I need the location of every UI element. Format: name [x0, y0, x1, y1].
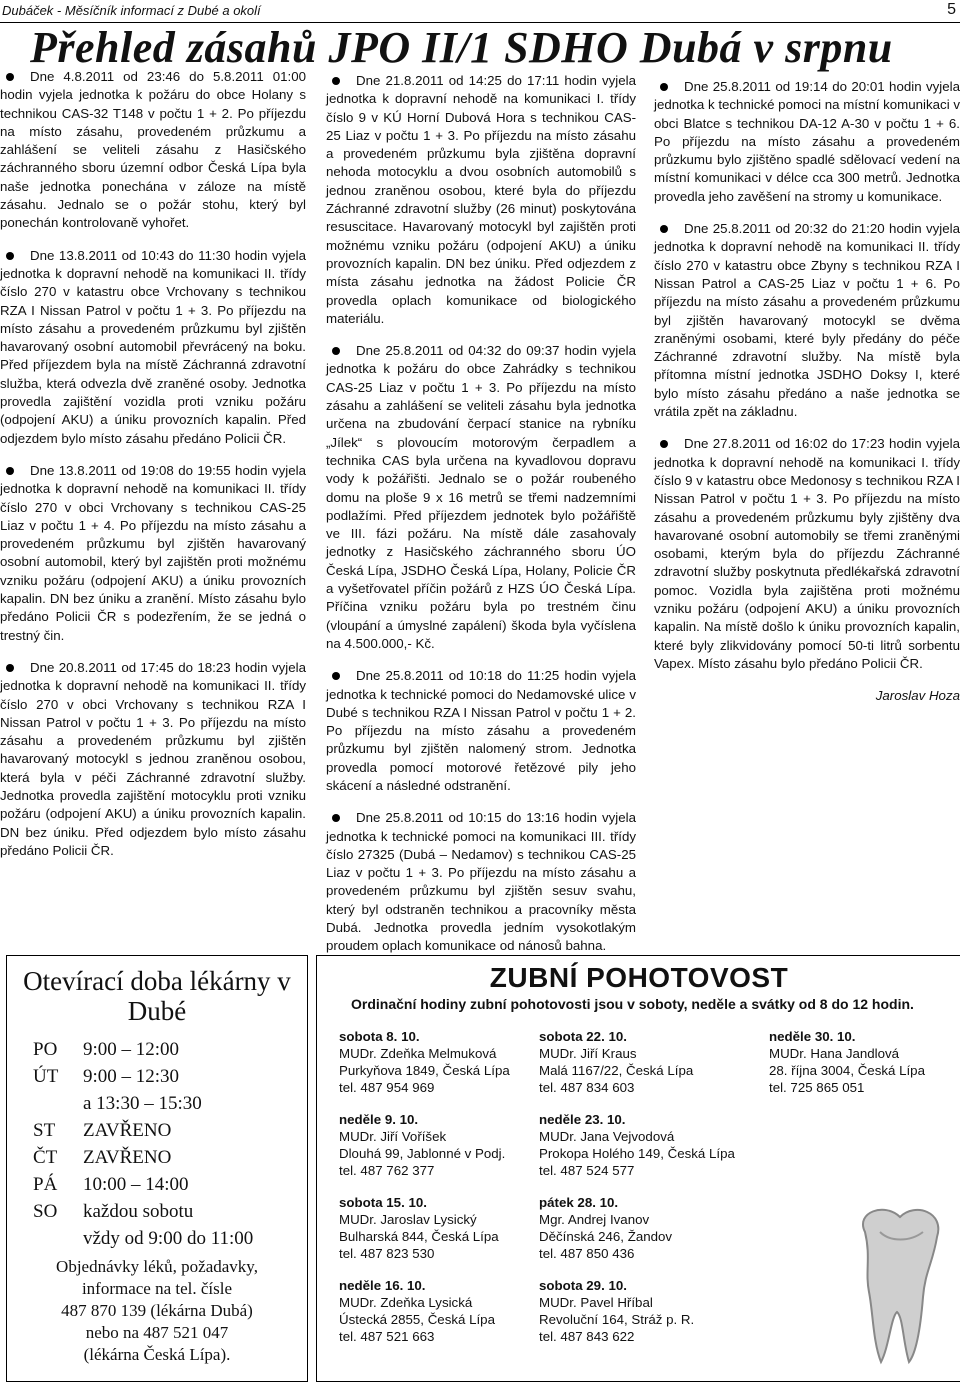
hours-time: vždy od 9:00 do 11:00 [83, 1228, 254, 1249]
hours-row [33, 1198, 307, 1225]
hours-day: PÁ [33, 1174, 58, 1195]
dental-date: sobota 29. 10. [539, 1278, 627, 1293]
pharmacy-note-line: informace na tel. čísle [81, 1279, 233, 1298]
dental-line: MUDr. Zdeňka Lysická [339, 1295, 473, 1310]
dental-line: tel. 487 823 530 [339, 1246, 435, 1261]
dental-entry [539, 1028, 735, 1096]
dental-entry [769, 1028, 925, 1096]
bullet-icon [660, 83, 668, 91]
pharmacy-note-line: nebo na 487 521 047 [85, 1323, 229, 1342]
dental-entry [339, 1028, 510, 1096]
hours-time: ZAVŘENO [83, 1120, 172, 1141]
hours-time: 9:00 – 12:00 [83, 1039, 180, 1060]
dental-date: sobota 8. 10. [339, 1029, 420, 1044]
dental-line: Malá 1167/22, Česká Lípa [539, 1063, 694, 1078]
hours-row [33, 1063, 307, 1090]
dental-line: Bulharská 844, Česká Lípa [339, 1229, 499, 1244]
dental-line: tel. 487 843 622 [539, 1329, 635, 1344]
pharmacy-note-line: Objednávky léků, požadavky, [56, 1257, 258, 1276]
bullet-icon [660, 440, 668, 448]
dental-line: tel. 487 834 603 [539, 1080, 635, 1095]
incident-text: Dne 25.8.2011 od 19:14 do 20:01 hodin vyjela jednotka k technické pomoci na místní komunikaci v obci Blatce s technikou DA-12 A-30 v počtu 1 + 6. Po příjezdu na místo zásahu a provedeném průzkumu bylo zjištěno spadlé sdělovací vedení na místní komunikaci v délce cca 300 metrů. Jednotka provedla jeho zavěšení na stromy u komunikace. [654, 79, 960, 204]
hours-row [33, 1036, 307, 1063]
dental-line: 28. října 3004, Česká Lípa [769, 1063, 925, 1078]
hours-time: a 13:30 – 15:30 [83, 1093, 202, 1114]
incident-entry [326, 667, 636, 795]
dental-line: Ústecká 2855, Česká Lípa [339, 1312, 495, 1327]
dental-entry [339, 1194, 510, 1262]
dental-line: Prokopa Holého 149, Česká Lípa [539, 1146, 735, 1161]
dental-line: tel. 725 865 051 [769, 1080, 865, 1095]
hours-day: ST [33, 1120, 56, 1141]
incident-text: Dne 25.8.2011 od 04:32 do 09:37 hodin vyjela jednotka k požáru do obce Zahrádky s technikou CAS-25 Liaz v počtu 1 + 3. Po příjezdu na místo zásahu a zahlášení se veliteli zásahu byla jednotka určena na zbudování čerpací stanice na rybníku „Jílek“ s plovoucím motorovým čerpadlem a technika CAS byla určena na kyvadlovou dopravu vody k požářišti. Jednalo se o požár roubeného domu na ploše 9 x 16 metrů se třemi nadzemními podlažími. Před příjezdem jednotek bylo požářiště ve III. fázi požáru. Na místě dále zasahovaly jednotky z Hasičského záchranného sboru ÚO Česká Lípa, JSDHO Česká Lípa, Holany, Policie ČR a vyšetřovatel příčin požárů z HZS ÚO Česká Lípa. Příčina vzniku požáru byla po trestném činu (vloupání a úmyslné zapálení) škoda byla vyčíslena na 4.500.000,- Kč. [326, 343, 636, 651]
bullet-icon [6, 252, 14, 260]
dental-line: MUDr. Jana Vejvodová [539, 1129, 675, 1144]
bullet-icon [332, 77, 340, 85]
hours-day: ÚT [33, 1066, 59, 1087]
hours-day [33, 1090, 83, 1117]
dental-date: neděle 16. 10. [339, 1278, 426, 1293]
bullet-icon [6, 467, 14, 475]
hours-row [33, 1117, 307, 1144]
pharmacy-note-line: 487 870 139 (lékárna Dubá) [61, 1301, 253, 1320]
page-number: 5 [947, 1, 956, 18]
bullet-icon [332, 347, 340, 355]
dental-line: MUDr. Jiří Voříšek [339, 1129, 447, 1144]
hours-day [33, 1225, 83, 1252]
hours-time: ZAVŘENO [83, 1147, 172, 1168]
pharmacy-title: Otevírací doba lékárny v Dubé [23, 966, 291, 1026]
tooth-icon [845, 1202, 955, 1372]
hours-day: SO [33, 1201, 58, 1222]
dental-entry [539, 1277, 735, 1345]
newsletter-name: Dubáček - Měsíčník informací z Dubé a okolí [2, 3, 261, 18]
dental-line: Děčínská 246, Žandov [539, 1229, 673, 1244]
dental-date: neděle 23. 10. [539, 1112, 626, 1127]
incident-text: Dne 25.8.2011 od 10:15 do 13:16 hodin vyjela jednotka k technické pomoci na komunikaci III. třídy číslo 27325 (Dubá – Nedamov) s technikou CAS-25 Liaz v počtu 1 + 3. Po příjezdu na místo zásahu a provedeném průzkumu byl zjištěn sesuv svahu, který byl odstraněn technikou a pracovníky města Dubá. Jednotka provedla jedním vysokotlakým proudem oplach komunikace od nánosů bahna. [326, 810, 636, 954]
dental-line: tel. 487 954 969 [339, 1080, 435, 1095]
dental-entry [539, 1194, 735, 1262]
dental-date: sobota 22. 10. [539, 1029, 627, 1044]
dental-column-1 [339, 1028, 510, 1360]
incident-text: Dne 20.8.2011 od 17:45 do 18:23 hodin vyjela jednotka k dopravní nehodě na komunikaci II. třídy číslo 270 v obci Vrchovany s technikou RZA I Nissan Patrol v počtu 1 + 3. Po příjezdu na místo zásahu a provedeném průzkumu byl zjištěn havarovaný motocykl s jednou zraněnou osobou, která byla v péči Záchranné zdravotní služby. Jednotka provedla zajištění motocyklu proti vzniku požáru (odpojení AKU) a úniku provozních kapalin. DN bez úniku. Před odjezdem bylo místo zásahu předáno Policii ČR. [0, 659, 306, 858]
dental-column-3 [769, 1028, 925, 1111]
dental-line: MUDr. Pavel Hříbal [539, 1295, 653, 1310]
dental-subtitle: Ordinační hodiny zubní pohotovosti jsou v soboty, neděle a svátky od 8 do 12 hodin. [351, 996, 914, 1012]
hours-row [33, 1225, 307, 1252]
dental-date: neděle 9. 10. [339, 1112, 419, 1127]
incident-entry [654, 435, 960, 673]
dental-line: tel. 487 524 577 [539, 1163, 635, 1178]
incident-text: Dne 25.8.2011 od 20:32 do 21:20 hodin vyjela jednotka k dopravní nehodě na komunikaci II. třídy číslo 270 v katastru obce Zbyny s technikou RZA I Nissan Patrol a CAS-25 Liaz v počtu 1 + 6. Po příjezdu na místo zásahu a provedeném průzkumu byl zjištěn havarovaný motocykl se dvěma zraněnými osobami, které byly předány do péče Záchranné zdravotní služby. Na místě byla přítomna místní jednotka JSDHO Doksy I, které bylo místo zásahu předáno a naše jednotka se vrátila zpět na základnu. [654, 221, 960, 420]
bullet-icon [332, 814, 340, 822]
bullet-icon [6, 664, 14, 672]
hours-time: 9:00 – 12:30 [83, 1066, 180, 1087]
dental-line: MUDr. Zdeňka Melmuková [339, 1046, 497, 1061]
pharmacy-hours-box [6, 955, 308, 1382]
dental-line: MUDr. Hana Jandlová [769, 1046, 900, 1061]
pharmacy-note-line: (lékárna Česká Lípa). [83, 1345, 231, 1364]
dental-emergency-box [316, 955, 960, 1382]
incident-entry [0, 462, 306, 645]
page-header [0, 0, 960, 23]
hours-day: PO [33, 1039, 58, 1060]
incident-text: Dne 27.8.2011 od 16:02 do 17:23 hodin vyjela jednotka k dopravní nehodě na komunikaci I. třídy číslo 9 v katastru obce Medonosy s technikou RZA I Nissan Patrol v počtu 1 + 3. Po příjezdu na místo zásahu a provedeném průzkumu byly zjištěny dva havarované osobní automobily se třemi zraněnými osobami, kterým byla do příjezdu Záchranné zdravotní služby poskytnuta předlékařská zdravotní pomoc. Vozidla byla zajištěna proti možnému vzniku požáru (odpojení AKU) a úniku provozních kapalin. Na místě došlo k úniku provozních kapalin, které byly zlikvidovány pomocí 50-ti litrů sorbentu Vapex. Místo zásahu bylo předáno Policii ČR. [654, 436, 960, 671]
incident-entry [654, 78, 960, 206]
hours-row [33, 1144, 307, 1171]
dental-title: ZUBNÍ POHOTOVOST [489, 962, 789, 993]
incident-entry [0, 659, 306, 860]
hours-time: každou sobotu [83, 1201, 194, 1222]
dental-column-2 [539, 1028, 735, 1360]
incident-text: Dne 21.8.2011 od 14:25 do 17:11 hodin vyjela jednotka k dopravní nehodě na komunikaci I. třídy číslo 9 v KÚ Horní Dubová Hora s technikou CAS-25 Liaz v počtu 1 + 3. Po příjezdu na místo zásahu a provedeném průzkumu byla zjištěna dopravní nehoda motocyklu a dvou osobních automobilů s jednou zraněnou osobou, které byla do příjezdu Záchranné zdravotní služby (26 minut) poskytována resuscitace. Havarovaný motocykl byl zajištěn proti možnému vzniku požáru (odpojení AKU) a úniku provozních kapalin. DN bez úniku. Před odjezdem z místa zásahu jednotka na žádost Policie ČR provedla oplach komunikace od biologického materiálu. [326, 73, 636, 326]
author-signature: Jaroslav Hoza [875, 688, 960, 704]
bullet-icon [332, 672, 340, 680]
dental-date: pátek 28. 10. [539, 1195, 619, 1210]
bullet-icon [660, 225, 668, 233]
incident-text: Dne 13.8.2011 od 19:08 do 19:55 hodin vyjela jednotka k dopravní nehodě na komunikaci II. třídy číslo 270 v obci Vrchovany s technikou CAS-25 Liaz v počtu 1 + 4. Po příjezdu na místo zásahu a provedeném průzkumu byl zjištěn havarovaný osobní automobil, který byl zajištěn proti možnému vzniku požáru (odpojení AKU) a úniku provozních kapalin. DN bez úniku a zranění. Místo zásahu bylo předáno Policii ČR s podezřením, že se jedná o trestný čin. [0, 462, 306, 643]
dental-line: tel. 487 850 436 [539, 1246, 635, 1261]
dental-date: neděle 30. 10. [769, 1029, 856, 1044]
incident-text: Dne 4.8.2011 od 23:46 do 5.8.2011 01:00 hodin vyjela jednotka k požáru do obce Holany s technikou CAS-32 T148 v počtu 1 + 2. Po příjezdu na místo zásahu, provedeném průzkumu a zahlášení se veliteli zásahu z Hasičského záchranného sboru územní odbor Česká Lípa byla naše jednotka ponechána v záloze na místě zásahu. Jednalo se o požár stohu, který byl ponechán kontrolovaně vyhořet. [0, 69, 306, 231]
incident-entry [326, 72, 636, 328]
dental-line: tel. 487 762 377 [339, 1163, 435, 1178]
hours-row [33, 1171, 307, 1198]
dental-entry [339, 1277, 510, 1345]
dental-entry [339, 1111, 510, 1179]
dental-line: Purkyňova 1849, Česká Lípa [339, 1063, 510, 1078]
dental-date: sobota 15. 10. [339, 1195, 427, 1210]
dental-line: MUDr. Jiří Kraus [539, 1046, 637, 1061]
hours-time: 10:00 – 14:00 [83, 1174, 189, 1195]
dental-entry [539, 1111, 735, 1179]
dental-line: Dlouhá 99, Jablonné v Podj. [339, 1146, 506, 1161]
pharmacy-note [7, 1256, 307, 1366]
incident-entry [326, 342, 636, 653]
incident-text: Dne 13.8.2011 od 10:43 do 11:30 hodin vyjela jednotka k dopravní nehodě na komunikaci II. třídy číslo 270 v katastru obce Vrchovany s technikou RZA I Nissan Patrol v počtu 1 + 3. Po příjezdu na místo zásahu a provedeném průzkumu byl zjištěn havarovaný osobní automobil převrácený na boku. Před příjezdem byla na místě Záchranná zdravotní služba, která odvezla dvě zraněné osoby. Jednotka provedla zajištění vozidla proti vzniku požáru (odpojení AKU) a úniku provozních kapalin. Před odjezdem bylo místo zásahu předáno Policii ČR. [0, 247, 306, 446]
incident-entry [654, 220, 960, 421]
dental-line: MUDr. Jaroslav Lysický [339, 1212, 477, 1227]
incident-entry [0, 68, 306, 233]
pharmacy-hours [33, 1036, 307, 1252]
article-title: Přehled zásahů JPO II/1 SDHO Dubá v srpnu [30, 23, 893, 72]
dental-line: tel. 487 521 663 [339, 1329, 435, 1344]
hours-day: ČT [33, 1147, 58, 1168]
incident-entry [0, 247, 306, 448]
dental-line: Mgr. Andrej Ivanov [539, 1212, 650, 1227]
dental-line: Revoluční 164, Stráž p. R. [539, 1312, 695, 1327]
bullet-icon [6, 73, 14, 81]
hours-row [33, 1090, 307, 1117]
incident-text: Dne 25.8.2011 od 10:18 do 11:25 hodin vyjela jednotka k technické pomoci do Nedamovské ulice v Dubé s technikou RZA I Nissan Patrol v počtu 1 + 2. Po příjezdu na místo zásahu a provedeném průzkumu byl zjištěn nalomený strom. Jednotka provedla pomocí motorové řetězové pily jeho skácení a následné odstranění. [326, 668, 636, 793]
article-column-3 [654, 78, 960, 706]
incident-entry [326, 809, 636, 955]
article-column-2 [326, 72, 636, 970]
article-column-1 [0, 68, 306, 874]
